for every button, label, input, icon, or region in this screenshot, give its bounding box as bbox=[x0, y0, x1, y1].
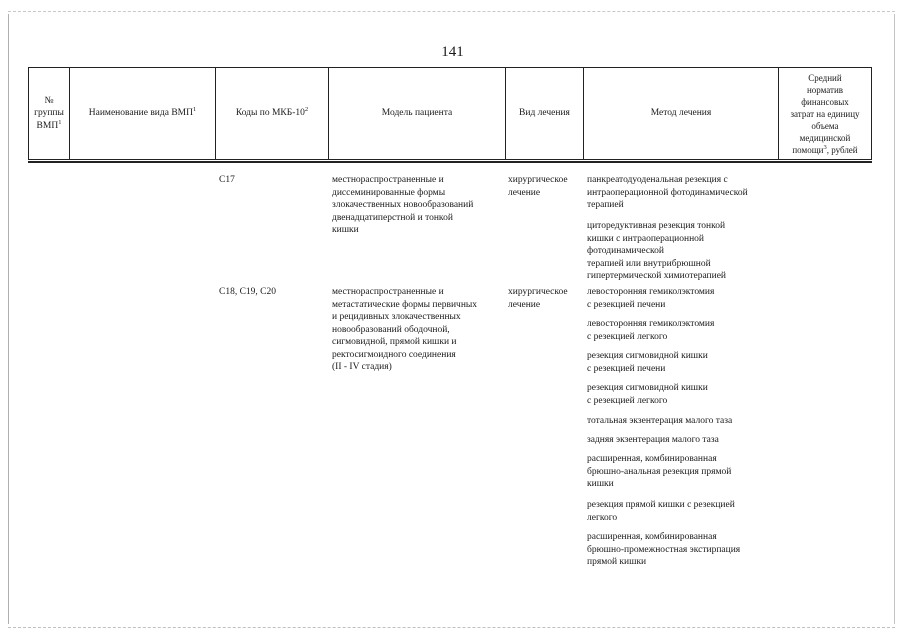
row-2-method-7: расширенная, комбинированная брюшно-анальная резекция прямой кишки bbox=[587, 454, 732, 489]
row-2-method-3: резекция сигмовидной кишки с резекцией печени bbox=[587, 351, 708, 374]
row-2-method-9: расширенная, комбинированная брюшно-промежностная экстирпация прямой кишки bbox=[587, 532, 741, 567]
row-2-method-2: левосторонняя гемиколэктомия с резекцией легкого bbox=[587, 319, 715, 342]
header-treatment: Вид лечения bbox=[506, 68, 584, 160]
scan-left-border bbox=[8, 14, 9, 624]
header-bottom-rule bbox=[28, 161, 872, 163]
scan-right-border bbox=[894, 14, 895, 624]
row-2-model: местнораспространенные и метастатические формы первичных и рецидивных злокачественных новообразований ободочной, сигмовидной, прямой кишки и ректосигмоидного соединения (II - IV стадия) bbox=[332, 287, 478, 372]
header-model: Модель пациента bbox=[329, 68, 506, 160]
page-number: 141 bbox=[441, 44, 464, 60]
header-method: Метод лечения bbox=[584, 68, 779, 160]
row-1-method-1: панкреатодуоденальная резекция с интраоперационной фотодинамической терапией bbox=[587, 175, 748, 210]
row-2-treatment: хирургическое лечение bbox=[508, 287, 568, 310]
row-1-model: местнораспространенные и диссеминированные формы злокачественных новообразований двенадцатиперстной и тонкой кишки bbox=[332, 175, 474, 235]
row-1-treatment: хирургическое лечение bbox=[508, 175, 568, 198]
row-2-method-4: резекция сигмовидной кишки с резекцией легкого bbox=[587, 383, 708, 406]
row-1-code: C17 bbox=[219, 175, 235, 185]
header-cost: Средний норматив финансовых затрат на единицу объема медицинской помощи$^3$, рублей bbox=[779, 68, 872, 160]
row-2-method-5: тотальная экзентерация малого таза bbox=[587, 416, 733, 426]
scan-bottom-border bbox=[8, 627, 895, 628]
header-group-no: № группы ВМП$^1$ bbox=[29, 68, 70, 160]
row-2-method-1: левосторонняя гемиколэктомия с резекцией печени bbox=[587, 287, 715, 310]
table-header bbox=[28, 67, 872, 160]
row-2-method-6: задняя экзентерация малого таза bbox=[587, 435, 719, 445]
row-2-code: C18, C19, C20 bbox=[219, 287, 277, 297]
scan-top-border bbox=[8, 11, 895, 12]
row-2-method-8: резекция прямой кишки с резекцией легкого bbox=[587, 500, 735, 523]
row-1-method-2: циторедуктивная резекция тонкой кишки с интраоперационной фотодинамической терапией или внутрибрюшной гипертермической химиотерапией bbox=[587, 221, 726, 281]
header-name: Наименование вида ВМП$^1$ bbox=[70, 68, 216, 160]
header-codes: Коды по МКБ-$10^2$ bbox=[216, 68, 329, 160]
